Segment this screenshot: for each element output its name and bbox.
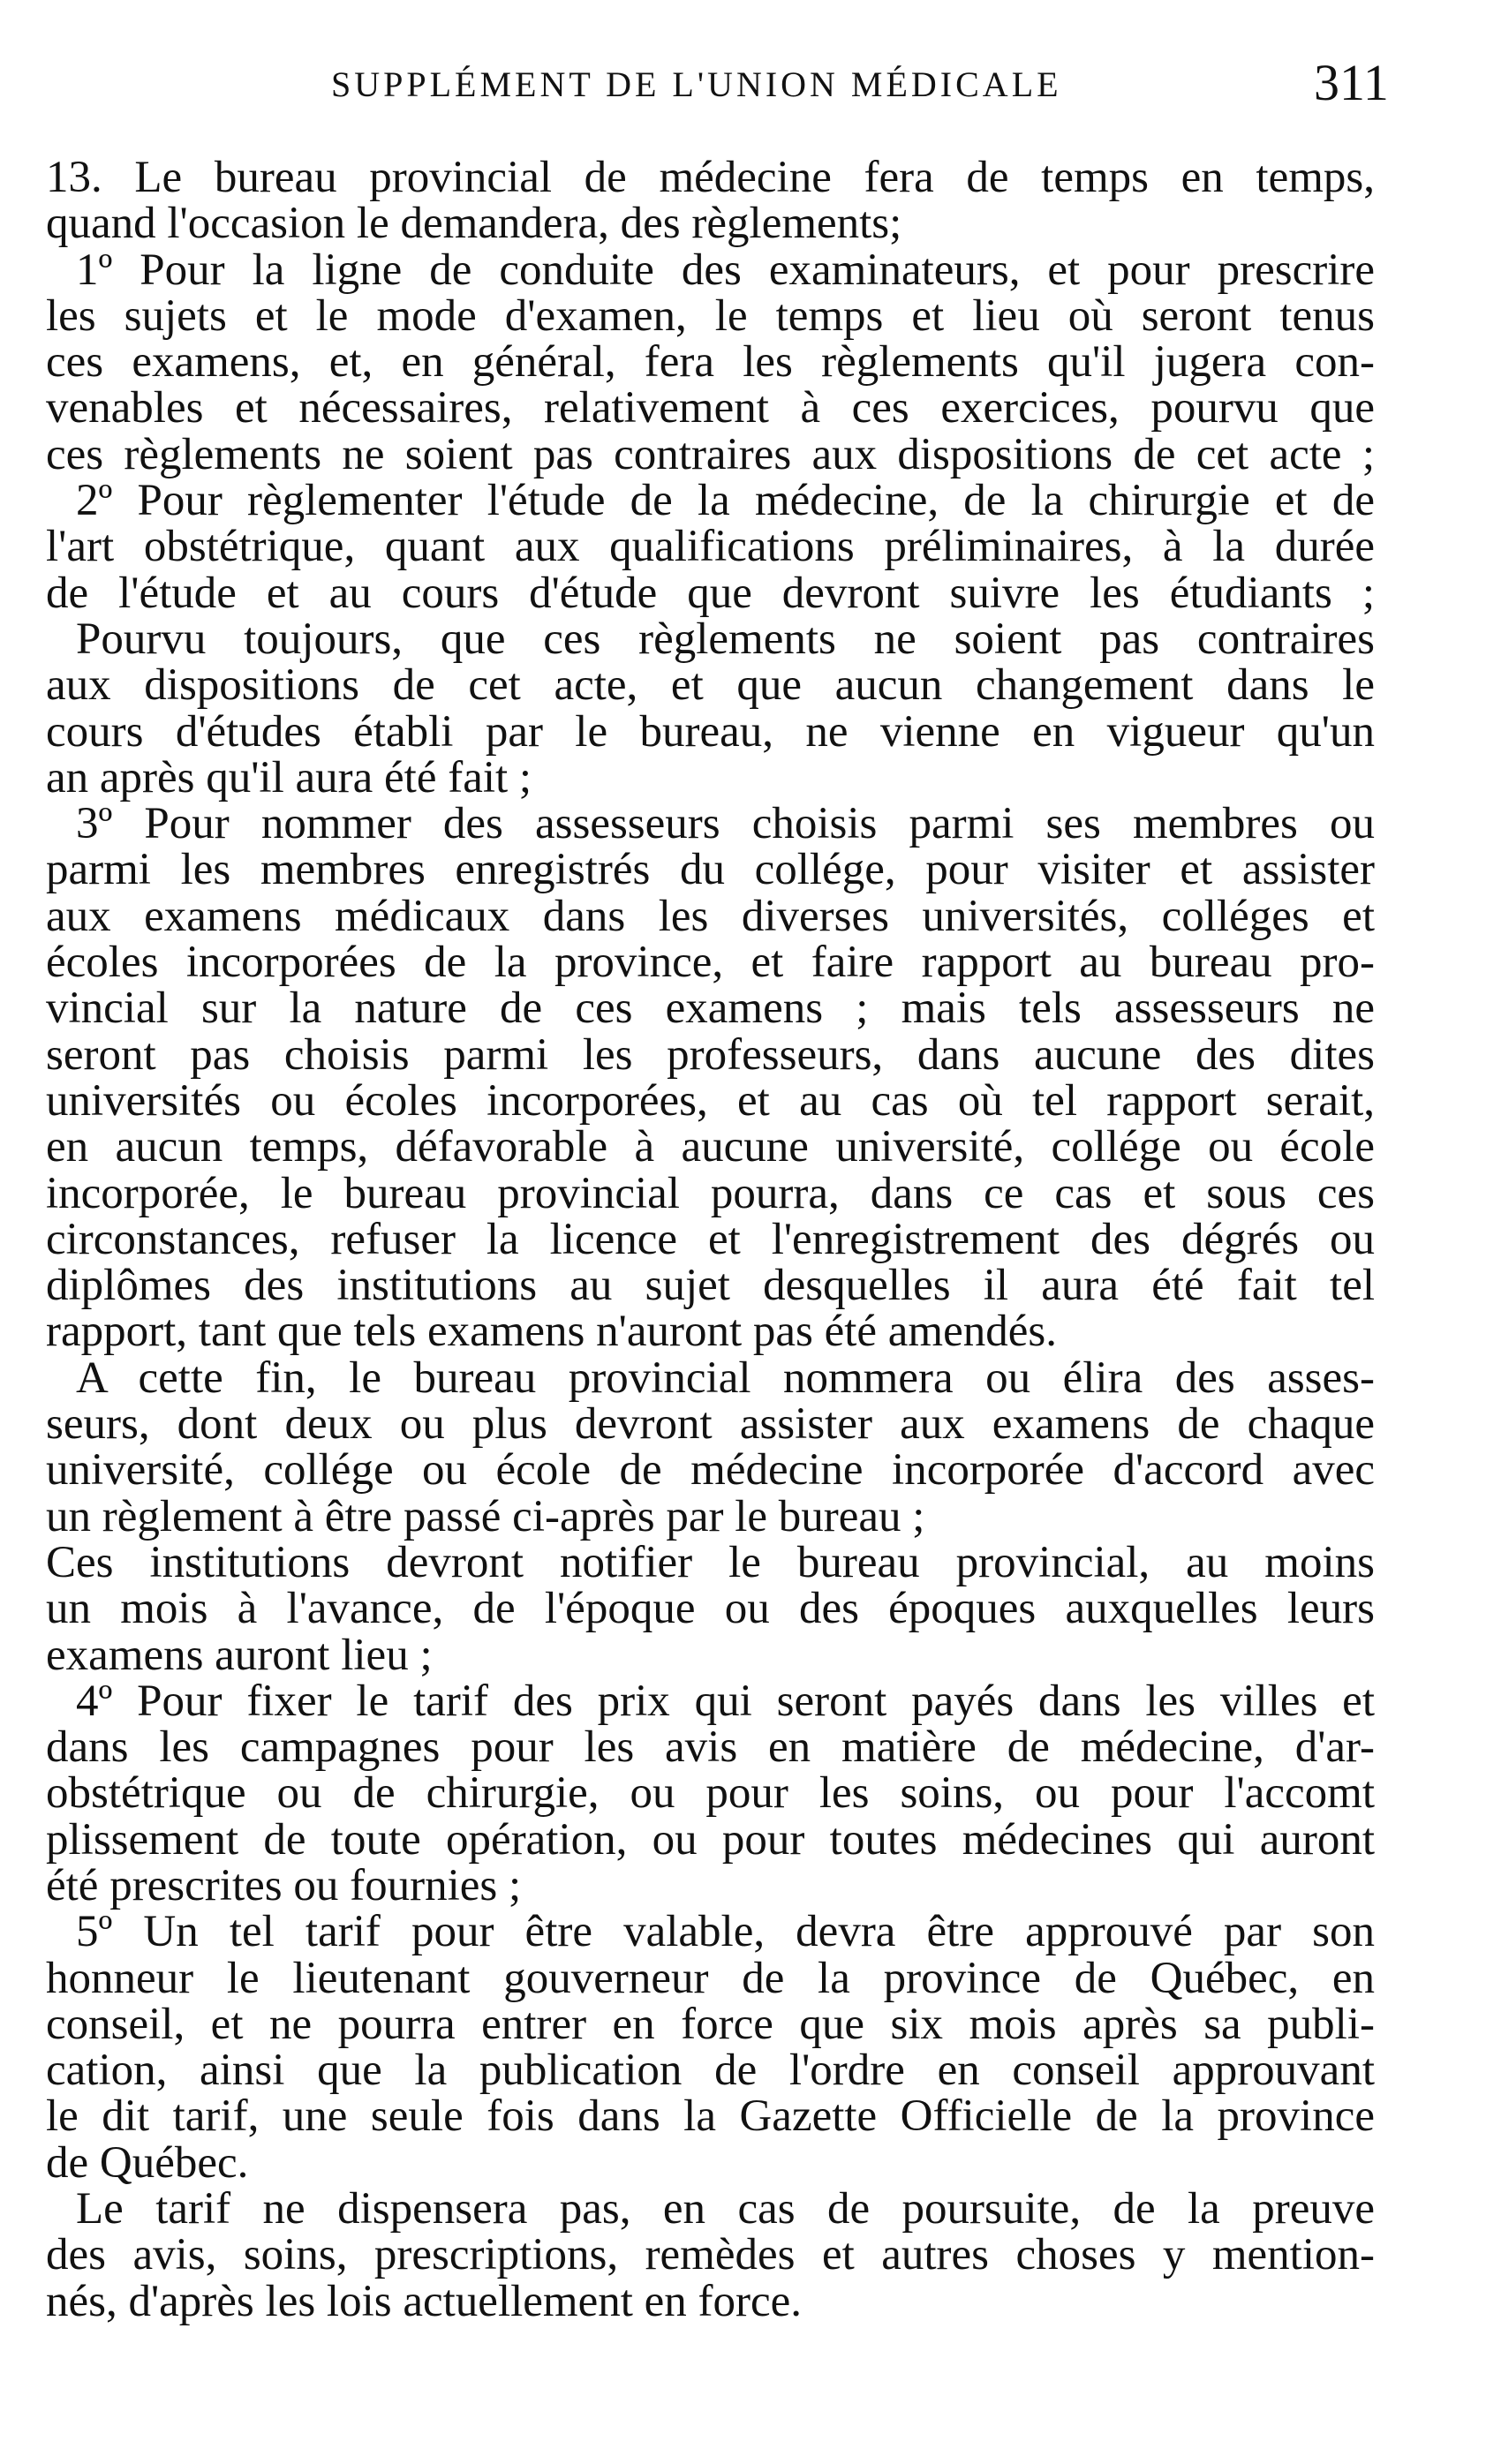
text-line: dans les campagnes pour les avis en matière de médecine, d'ar-: [46, 1722, 1375, 1773]
body-text: [46, 154, 1375, 2325]
text-line: cation, ainsi que la publication de l'ordre en conseil approuvant: [46, 2046, 1375, 2096]
text-line: obstétrique ou de chirurgie, ou pour les soins, ou pour l'accomt: [46, 1768, 1375, 1819]
text-line: an après qu'il aura été fait ;: [46, 752, 532, 802]
text-line: cours d'études établi par le bureau, ne vienne en vigueur qu'un: [46, 706, 1375, 757]
text-line: 2º Pour règlementer l'étude de la médecine, de la chirurgie et de: [76, 476, 1375, 526]
text-line: en aucun temps, défavorable à aucune université, collége ou école: [46, 1122, 1375, 1172]
running-head: [0, 53, 1501, 124]
text-line: venables et nécessaires, relativement à ces exercices, pourvu que: [46, 383, 1375, 433]
text-line: des avis, soins, prescriptions, remèdes et autres choses y mention-: [46, 2230, 1375, 2280]
text-line: parmi les membres enregistrés du collége, pour visiter et assister: [46, 845, 1375, 895]
text-line: 13. Le bureau provincial de médecine fera de temps en temps,: [46, 153, 1375, 202]
text-line: de Québec.: [46, 2137, 249, 2188]
text-line: conseil, et ne pourra entrer en force que six mois après sa publi-: [46, 1999, 1375, 2049]
page-number: 311: [1314, 54, 1389, 111]
text-line: aux examens médicaux dans les diverses universités, colléges et: [46, 891, 1375, 941]
text-line: aux dispositions de cet acte, et que aucun changement dans le: [46, 660, 1375, 711]
text-line: A cette fin, le bureau provincial nommera ou élira des asses-: [76, 1353, 1375, 1403]
text-line: un mois à l'avance, de l'époque ou des époques auxquelles leurs: [46, 1584, 1375, 1634]
text-line: 5º Un tel tarif pour être valable, devra être approuvé par son: [76, 1907, 1375, 1957]
text-line: été prescrites ou fournies ;: [46, 1860, 522, 1910]
text-line: Le tarif ne dispensera pas, en cas de poursuite, de la preuve: [76, 2184, 1375, 2234]
text-line: de l'étude et au cours d'étude que devront suivre les étudiants ;: [46, 568, 1375, 618]
text-line: les sujets et le mode d'examen, le temps et lieu où seront tenus: [46, 290, 1375, 341]
text-line: seront pas choisis parmi les professeurs, dans aucune des dites: [46, 1029, 1375, 1080]
text-line: 1º Pour la ligne de conduite des examinateurs, et pour prescrire: [76, 245, 1375, 295]
text-line: quand l'occasion le demandera, des règlements;: [46, 199, 902, 249]
running-title: SUPPLÉMENT DE L'UNION MÉDICALE: [331, 64, 1062, 104]
text-line: diplômes des institutions au sujet desquelles il aura été fait tel: [46, 1261, 1375, 1311]
text-line: rapport, tant que tels examens n'auront pas été amendés.: [46, 1307, 1057, 1357]
text-line: Ces institutions devront notifier le bureau provincial, au moins: [46, 1537, 1375, 1587]
text-line: nés, d'après les lois actuellement en force.: [46, 2276, 803, 2326]
text-line: universités ou écoles incorporées, et au cas où tel rapport serait,: [46, 1075, 1375, 1126]
text-line: université, collége ou école de médecine incorporée d'accord avec: [46, 1445, 1375, 1496]
text-line: Pourvu toujours, que ces règlements ne soient pas contraires: [76, 614, 1375, 664]
text-line: l'art obstétrique, quant aux qualifications préliminaires, à la durée: [46, 522, 1375, 572]
text-line: le dit tarif, une seule fois dans la Gazette Officielle de la province: [46, 2091, 1375, 2142]
text-line: honneur le lieutenant gouverneur de la province de Québec, en: [46, 1953, 1375, 2003]
text-line: 3º Pour nommer des assesseurs choisis parmi ses membres ou: [76, 799, 1375, 849]
text-line: 4º Pour fixer le tarif des prix qui seront payés dans les villes et: [76, 1676, 1375, 1726]
text-line: ces examens, et, en général, fera les règlements qu'il jugera con-: [46, 337, 1375, 388]
text-line: incorporée, le bureau provincial pourra, dans ce cas et sous ces: [46, 1168, 1375, 1218]
text-line: seurs, dont deux ou plus devront assister aux examens de chaque: [46, 1399, 1375, 1450]
text-line: vincial sur la nature de ces examens ; mais tels assesseurs ne: [46, 983, 1375, 1034]
text-line: un règlement à être passé ci-après par le bureau ;: [46, 1491, 925, 1541]
text-line: ces règlements ne soient pas contraires aux dispositions de cet acte ;: [46, 429, 1375, 479]
text-line: examens auront lieu ;: [46, 1630, 433, 1680]
text-line: circonstances, refuser la licence et l'enregistrement des dégrés ou: [46, 1214, 1375, 1264]
text-line: écoles incorporées de la province, et faire rapport au bureau pro-: [46, 938, 1375, 988]
text-line: plissement de toute opération, ou pour toutes médecines qui auront: [46, 1814, 1375, 1865]
